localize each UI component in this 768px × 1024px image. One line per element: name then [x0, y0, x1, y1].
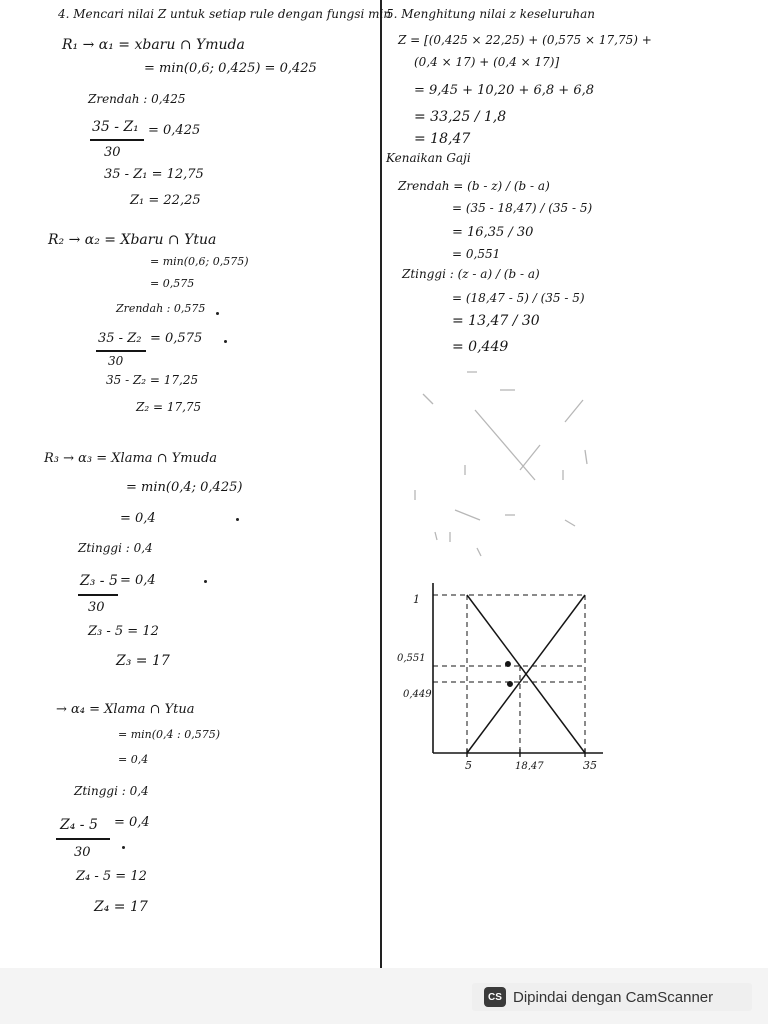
- x-label-5: 5: [465, 759, 472, 770]
- rule-1-alpha: R₁ → α₁ = xbaru ∩ Ymuda: [62, 37, 245, 53]
- rule-2-step-2: Z₂ = 17,75: [136, 400, 202, 414]
- rule-2-fraction-value: = 0,575: [150, 331, 203, 346]
- rule-4-fraction-denominator: 30: [74, 845, 91, 860]
- z-formula-result: = 18,47: [414, 131, 471, 147]
- rule-3-fraction-bar: [78, 594, 118, 596]
- rule-4-fraction-numerator: Z₄ - 5: [60, 817, 98, 833]
- rule-1-fraction-bar: [90, 139, 144, 141]
- rule-2-fraction-denominator: 30: [108, 354, 124, 368]
- x-label-35: 35: [583, 759, 597, 770]
- z-formula-line-4: = 33,25 / 1,8: [414, 109, 507, 125]
- rule-1-fraction-numerator: 35 - Z₁: [92, 119, 139, 135]
- rule-4-ztinggi: Ztinggi : 0,4: [74, 784, 149, 798]
- rule-3-min: = min(0,4; 0,425): [126, 480, 243, 495]
- rule-4-fraction-value: = 0,4: [114, 815, 150, 830]
- rule-3-fraction-numerator: Z₃ - 5: [80, 573, 118, 589]
- rule-3-fraction-value: = 0,4: [120, 573, 156, 588]
- rule-1-step-1: 35 - Z₁ = 12,75: [104, 167, 204, 182]
- column-divider: [380, 0, 382, 968]
- rule-1-zrendah: Zrendah : 0,425: [88, 92, 186, 106]
- z-formula-line-3: = 9,45 + 10,20 + 6,8 + 6,8: [414, 83, 595, 98]
- zrendah-formula: Zrendah = (b - z) / (b - a): [398, 179, 550, 193]
- ztinggi-fraction: = 13,47 / 30: [452, 313, 540, 329]
- camscanner-text: Dipindai dengan CamScanner: [513, 988, 714, 1006]
- rule-2-zrendah: Zrendah : 0,575: [116, 302, 206, 315]
- z-formula-line-2: (0,4 × 17) + (0,4 × 17)]: [414, 55, 560, 69]
- rule-1-fraction-denominator: 30: [104, 145, 121, 160]
- zrendah-result: = 0,551: [452, 247, 501, 261]
- rule-2-fraction-bar: [96, 350, 146, 352]
- rule-1-fraction-value: = 0,425: [148, 123, 201, 138]
- rule-2-alpha: R₂ → α₂ = Xbaru ∩ Ytua: [48, 232, 217, 248]
- ztinggi-result: = 0,449: [452, 339, 509, 355]
- rule-3-alpha: R₃ → α₃ = Xlama ∩ Ymuda: [44, 451, 218, 466]
- rule-2-result: = 0,575: [150, 277, 195, 290]
- ink-dot: [216, 312, 219, 315]
- rule-3-ztinggi: Ztinggi : 0,4: [78, 541, 153, 555]
- section-5-heading: 5. Menghitung nilai z keseluruhan: [386, 7, 596, 21]
- zrendah-substitution: = (35 - 18,47) / (35 - 5): [452, 201, 593, 215]
- rule-3-result: = 0,4: [120, 511, 156, 526]
- rule-3-fraction-denominator: 30: [88, 600, 105, 615]
- ztinggi-formula: Ztinggi : (z - a) / (b - a): [402, 267, 540, 281]
- rule-4-step-2: Z₄ = 17: [94, 899, 148, 915]
- ink-dot: [204, 580, 207, 583]
- intersection-point-low: [507, 681, 513, 687]
- y-label-0449: 0,449: [403, 689, 432, 700]
- x-label-1847: 18,47: [515, 761, 544, 770]
- section-4-heading: 4. Mencari nilai Z untuk setiap rule dengan fungsi min: [58, 7, 392, 21]
- ink-dot: [236, 518, 239, 521]
- rule-2-fraction-numerator: 35 - Z₂: [98, 331, 142, 346]
- membership-graph: [395, 575, 615, 770]
- ink-dot: [224, 340, 227, 343]
- z-formula-line-1: Z = [(0,425 × 22,25) + (0,575 × 17,75) +: [398, 33, 652, 47]
- zrendah-fraction: = 16,35 / 30: [452, 225, 534, 240]
- rule-2-min: = min(0,6; 0,575): [150, 255, 249, 268]
- y-label-1: 1: [413, 593, 420, 606]
- rule-1-min: = min(0,6; 0,425) = 0,425: [144, 61, 317, 76]
- intersection-point-high: [505, 661, 511, 667]
- rule-4-result: = 0,4: [118, 753, 149, 766]
- camscanner-watermark: [472, 983, 752, 1011]
- y-label-0551: 0,551: [397, 653, 426, 664]
- rule-3-step-1: Z₃ - 5 = 12: [88, 624, 159, 639]
- camscanner-logo-icon: CS: [484, 987, 506, 1007]
- rule-4-min: = min(0,4 : 0,575): [118, 728, 221, 741]
- rule-4-alpha: → α₄ = Xlama ∩ Ytua: [56, 702, 195, 717]
- ink-dot: [122, 846, 125, 849]
- rule-1-step-2: Z₁ = 22,25: [130, 193, 201, 208]
- rule-3-step-2: Z₃ = 17: [116, 653, 170, 669]
- ztinggi-substitution: = (18,47 - 5) / (35 - 5): [452, 291, 585, 305]
- rule-2-step-1: 35 - Z₂ = 17,25: [106, 373, 199, 387]
- faint-sketch: [405, 360, 595, 560]
- rule-4-step-1: Z₄ - 5 = 12: [76, 869, 147, 884]
- rule-4-fraction-bar: [56, 838, 110, 840]
- kenaikan-gaji-heading: Kenaikan Gaji: [386, 151, 471, 165]
